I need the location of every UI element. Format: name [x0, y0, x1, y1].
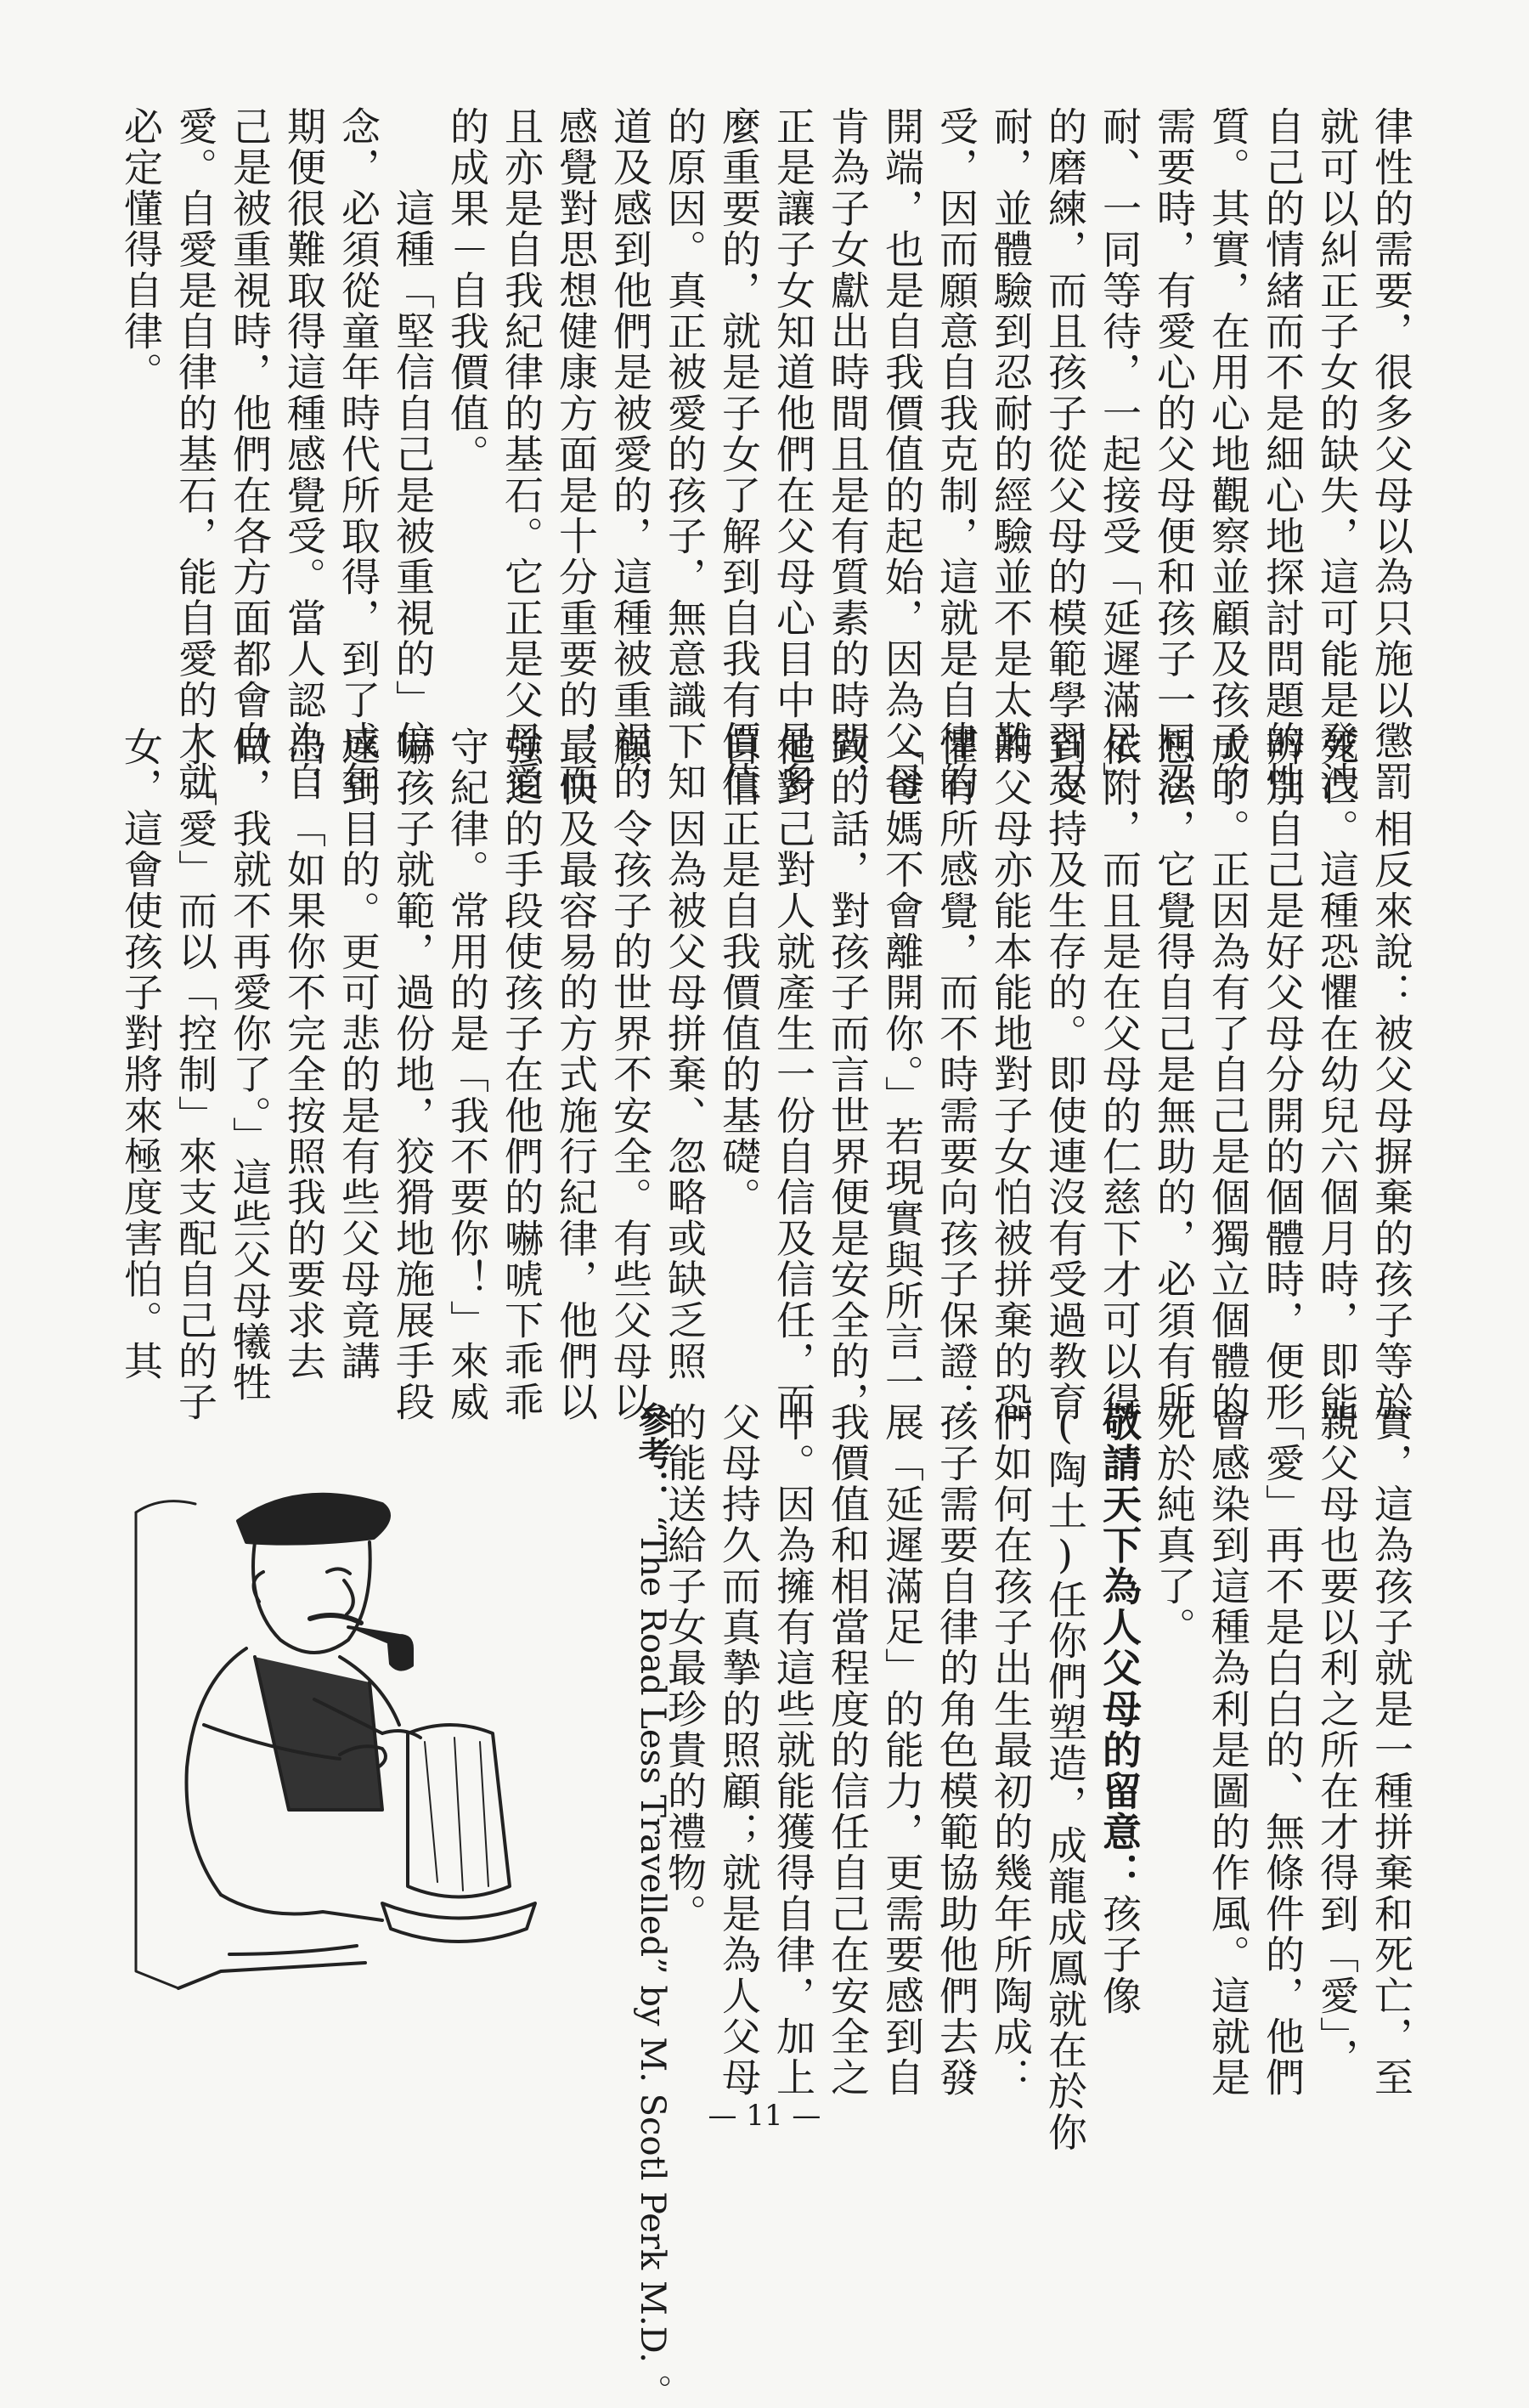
- text-column: 強迫的手段使孩子在他們的嚇唬下乖乖: [499, 726, 544, 1423]
- text-column: 麼重要的，就是子女了解到自我有價值: [716, 106, 762, 803]
- text-column: 律性的需要，很多父母以為只施以懲罰: [1368, 106, 1414, 803]
- text-column: 耐、一同等待，一起接受「延遲滿足」: [1097, 106, 1143, 803]
- text-column: 最快及最容易的方式施行紀律，他們以: [553, 726, 599, 1423]
- advice-line: 們如何在孩子出生最初的幾年所陶成：: [988, 1402, 1034, 2099]
- text-column: 親父母也要以利之所在才得到「愛」，: [1314, 1402, 1360, 2079]
- text-column: 相反來說：被父母摒棄的孩子等於: [1368, 726, 1414, 1423]
- text-column: 達到目的。更可悲的是有些父母竟講: [336, 726, 381, 1382]
- text-column: 的成果－自我價值。: [444, 106, 490, 475]
- advice-line: 孩子需要自律的角色模範協助他們去發: [934, 1402, 979, 2099]
- text-column: 自信正是自我價值的基礎。: [716, 726, 762, 1218]
- text-column: 他對己對人就產生一份自信及信任，而: [770, 726, 816, 1423]
- closing-paragraph: [1147, 1402, 1419, 2099]
- text-column: 質。其實，在用心地觀察並顧及孩子的: [1205, 106, 1251, 803]
- text-column: 肯為子女獻出時間且是有質素的時間，: [825, 106, 871, 803]
- text-block-top: [118, 106, 1419, 803]
- text-column: 愛。自愛是自律的基石，能自愛的人就: [172, 106, 218, 803]
- text-column: 必定懂得自律。: [118, 106, 164, 393]
- text-column: 做，我就不再愛你了。」這些父母犧牲: [227, 726, 273, 1404]
- reference: [612, 1402, 680, 2408]
- text-column: 嚇孩子就範，過份地，狡猾地施展手段: [390, 726, 436, 1423]
- text-column: 自己的情緒而不是細心地探討問題的性: [1260, 106, 1306, 803]
- advice-paragraph: [1092, 1402, 1147, 2065]
- text-column: 道及感到他們是被愛的，這種被重視的: [607, 106, 653, 803]
- text-column: 會感染到這種為利是圖的作風。這就是: [1205, 1402, 1251, 2099]
- text-column: 這種「堅信自己是被重視的」信: [390, 106, 436, 762]
- text-column: 依附，而且是在父母的仁慈下才可以得: [1097, 726, 1143, 1423]
- text-column: 「爸媽不會離開你。」若現實與所言一: [879, 726, 925, 1404]
- text-column: 女，這會使孩子對將來極度害怕。其: [118, 726, 164, 1382]
- text-column: 的原因。真正被愛的孩子，無意識下知: [662, 106, 708, 803]
- advice-line: 孩子像: [1097, 1893, 1143, 2017]
- advice-line: 中。因為擁有這些就能獲得自律，加上: [770, 1402, 816, 2099]
- text-column: 己是被重視時，他們在各方面都會自: [227, 106, 273, 762]
- text-column: 守紀律。常用的是「我不要你！」來威: [444, 726, 490, 1423]
- text-column: 懼有所感覺，而不時需要向孩子保證：: [934, 726, 979, 1423]
- text-column: 致的話，對孩子而言世界便是安全的，: [825, 726, 871, 1423]
- text-column: 感覺對思想健康方面是十分重要的，而: [553, 106, 599, 803]
- page-number: — 11 —: [708, 2099, 821, 2133]
- text-column: 期便很難取得這種感覺受。當人認為自: [281, 106, 327, 803]
- text-column: 到支持及生存的。即使連沒有受過教育: [1042, 726, 1088, 1423]
- text-column: 了「愛」而以「控制」來支配自己的子: [172, 726, 218, 1423]
- text-column: 成了。正因為有了自己是個獨立個體的: [1205, 726, 1251, 1423]
- reference-text: “The Road Less Travelled” by M. Scotl Perk M.D. 。: [633, 1514, 672, 2408]
- advice-line: 我價值和相當程度的信任自己在安全之: [825, 1402, 871, 2099]
- text-column: 死於純真了。: [1151, 1402, 1197, 1648]
- text-column: 耐，並體驗到忍耐的經驗並不是太難: [988, 106, 1034, 762]
- text-column: 受，因而願意自我克制，這就是自律的: [934, 106, 979, 803]
- potter-illustration: [127, 1444, 603, 1997]
- text-column: 開端，也是自我價值的起始，因為父母: [879, 106, 925, 803]
- text-column: 「愛」再不是白白的、無條件的，他們: [1260, 1402, 1306, 2099]
- text-column: 死亡。這種恐懼在幼兒六個月時，即能: [1314, 726, 1360, 1423]
- text-column: 需要時，有愛心的父母便和孩子一同忍: [1151, 106, 1197, 803]
- text-column: 且亦是自我紀律的基石。它正是父母愛: [499, 106, 544, 803]
- text-column: 因為被父母拼棄、忽略或缺乏照: [662, 726, 708, 1382]
- advice-heading: 敬請天下為人父母的留意：: [1097, 1402, 1143, 1894]
- text-column: 就可以糾正子女的缺失，這可能是發洩: [1314, 106, 1360, 803]
- text-column: 的磨練，而且孩子從父母的模範學習忍: [1042, 106, 1088, 803]
- advice-line: 的能送給子女最珍貴的禮物。: [662, 1402, 708, 1935]
- text-column: 實，這為孩子就是一種拼棄和死亡，至: [1368, 1402, 1414, 2099]
- text-column: 出：「如果你不完全按照我的要求去: [281, 726, 327, 1382]
- advice-line: 展「延遲滿足」的能力，更需要感到自: [879, 1402, 925, 2099]
- text-column: 顧，令孩子的世界不安全。有些父母以: [607, 726, 653, 1423]
- advice-line: 父母持久而真摯的照顧；就是為人父母: [716, 1402, 762, 2099]
- text-block-middle: [118, 726, 1419, 1423]
- text-column: 辨別自己是好父母分開的個體時，便形: [1260, 726, 1306, 1423]
- text-column: 想法，它覺得自己是無助的，必須有所: [1151, 726, 1197, 1423]
- text-column: 正是讓子女知道他們在父母心目中是多: [770, 106, 816, 803]
- text-column: 念，必須從童年時代所取得，到了成年: [336, 106, 381, 803]
- advice-line: (陶土)任你們塑造，成龍成鳳就在於你: [1042, 1402, 1088, 2153]
- text-column: 的父母亦能本能地對子女怕被拼棄的恐: [988, 726, 1034, 1423]
- reference-label: 參考：: [633, 1402, 673, 1504]
